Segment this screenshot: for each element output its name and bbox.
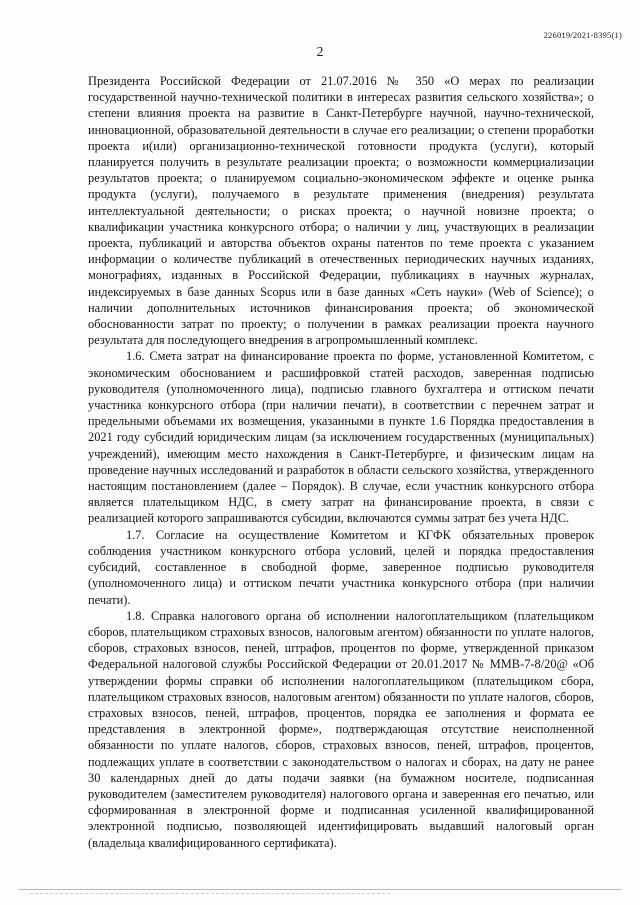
scan-bottom-edge-secondary xyxy=(30,893,390,894)
document-registration-number: 226019/2021-8395(1) xyxy=(543,30,622,40)
paragraph-item-1-6: 1.6. Смета затрат на финансирование проекта по форме, установленной Комитетом, с экономическим обоснованием и расшифровкой статей расходов, заверенная подписью руководителя (уполномоченного лица), подписью главного бухгалтера и оттиском печати участника конкурсного отбора (при наличии печати), в соответствии с перечнем затрат и предельными объемами их возмещения, указанными в пункте 1.6 Порядка предоставления в 2021 году субсидий юридическим лицам (за исключением государственных (муниципальных) учреждений), имеющим место нахождения в Санкт-Петербурге, и физическим лицам на проведение научных исследований и разработок в области сельского хозяйства, утвержденного настоящим постановлением (далее – Порядок). В случае, если участник конкурсного отбора является плательщиком НДС, в смету затрат на финансирование проекта, в связи с реализацией которого запрашиваются субсидии, включаются суммы затрат без учета НДС. xyxy=(88,349,594,526)
scan-bottom-edge xyxy=(18,889,622,890)
document-body xyxy=(88,73,594,851)
paragraph-continuation: Президента Российской Федерации от 21.07.2016 № 350 «О мерах по реализации государственной научно-технической политики в интересах развития сельского хозяйства»; о степени влияния проекта на развитие в Санкт-Петербурге научной, научно-технической, инновационной, образовательной деятельности в случае его реализации; о степени проработки проекта и(или) организационно-технической готовности продукта (услуги), который планируется получить в результате реализации проекта; о возможности коммерциализации результатов проекта; о планируемом социально-экономическом эффекте и оценке рынка продукта (услуги), получаемого в результате применения (внедрения) результата интеллектуальной деятельности; о рисках проекта; о научной новизне проекта; о квалификации участника конкурсного отбора; о наличии у лиц, участвующих в реализации проекта, публикаций и авторства объектов охраны патентов по теме проекта с указанием информации о количестве публикаций в отечественных периодических научных изданиях, монографиях, изданных в Российской Федерации, публикациях в научных журналах, индексируемых в базе данных Scopus или в базе данных «Сеть науки» (Web of Science); о наличии дополнительных источников финансирования проекта; об экономической обоснованности затрат по проекту; о получении в рамках реализации проекта научного результата для последующего внедрения в агропромышленный комплекс. xyxy=(88,74,594,348)
paragraph-item-1-8: 1.8. Справка налогового органа об исполнении налогоплательщиком (плательщиком сборов, плательщиком страховых взносов, налоговым агентом) обязанности по уплате налогов, сборов, страховых взносов, пеней, штрафов, процентов по форме, утвержденной приказом Федеральной налоговой службы Российской Федерации от 20.01.2017 № ММВ-7-8/20@ «Об утверждении формы справки об исполнении налогоплательщиком (плательщиком сбора, плательщиком страховых взносов, налоговым агентом) обязанности по уплате налогов, сборов, страховых взносов, пеней, штрафов, процентов, порядка ее заполнения и формата ее представления в электронной форме», подтверждающая отсутствие неисполненной обязанности по уплате налогов, сборов, страховых взносов, пеней, штрафов, процентов, подлежащих уплате в соответствии с законодательством о налогах и сборах, на дату не ранее 30 календарных дней до даты подачи заявки (на бумажном носителе, подписанная руководителем (заместителем руководителя) налогового органа и заверенная его печатью, или сформированная в электронной форме и подписанная усиленной квалифицированной электронной подписью, позволяющей идентифицировать выдавший налоговый орган (владельца квалифицированного сертификата). xyxy=(88,608,594,850)
paragraph-item-1-7: 1.7. Согласие на осуществление Комитетом и КГФК обязательных проверок соблюдения участником конкурсного отбора условий, целей и порядка предоставления субсидий, составленное в свободной форме, заверенное подписью руководителя (уполномоченного лица) и оттиском печати участника конкурсного отбора (при наличии печати). xyxy=(88,527,594,607)
page-number: 2 xyxy=(316,44,324,59)
